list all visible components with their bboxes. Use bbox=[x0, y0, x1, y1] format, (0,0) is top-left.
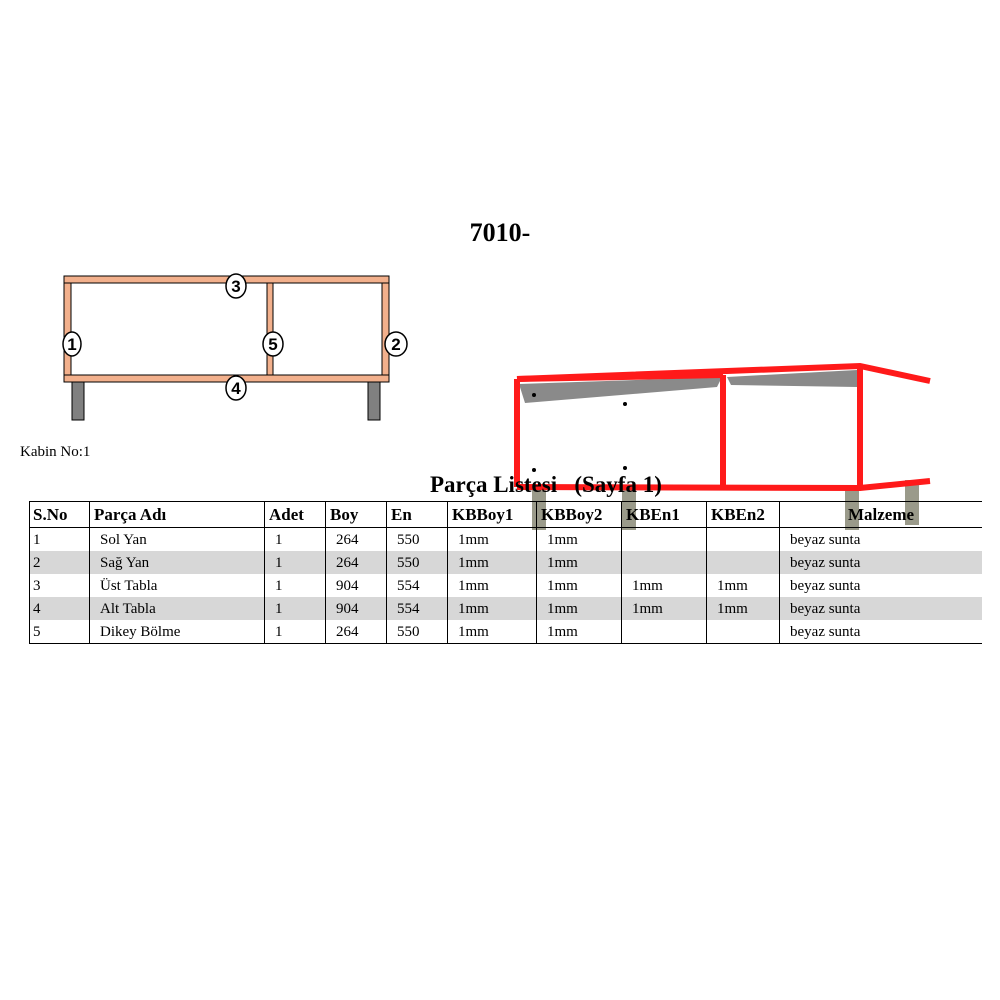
cell-part-name: Üst Tabla bbox=[90, 574, 265, 597]
parts-table bbox=[29, 501, 982, 644]
table-row bbox=[30, 551, 983, 574]
cell-sno: 4 bbox=[30, 597, 90, 620]
cell-kbboy1: 1mm bbox=[448, 620, 537, 644]
col-header-qty: Adet bbox=[265, 502, 326, 528]
marker-2-label: 2 bbox=[391, 335, 401, 354]
marker-3-label: 3 bbox=[231, 277, 241, 296]
cell-sno: 1 bbox=[30, 528, 90, 552]
table-row bbox=[30, 597, 983, 620]
col-header-part-name: Parça Adı bbox=[90, 502, 265, 528]
cell-width: 550 bbox=[387, 620, 448, 644]
cell-kben1 bbox=[622, 528, 707, 552]
table-header-row bbox=[30, 502, 983, 528]
cell-width: 550 bbox=[387, 528, 448, 552]
hole-dot bbox=[532, 393, 536, 397]
col-header-material: Malzeme bbox=[780, 502, 983, 528]
cell-material: beyaz sunta bbox=[780, 528, 983, 552]
cell-kbboy2: 1mm bbox=[537, 574, 622, 597]
cell-kbboy2: 1mm bbox=[537, 597, 622, 620]
cell-part-name: Sağ Yan bbox=[90, 551, 265, 574]
col-header-width: En bbox=[387, 502, 448, 528]
col-header-kben1: KBEn1 bbox=[622, 502, 707, 528]
cell-sno: 2 bbox=[30, 551, 90, 574]
cell-kben1: 1mm bbox=[622, 574, 707, 597]
col-header-kbboy2: KBBoy2 bbox=[537, 502, 622, 528]
cell-material: beyaz sunta bbox=[780, 597, 983, 620]
marker-4-label: 4 bbox=[231, 379, 241, 398]
cell-part-name: Alt Tabla bbox=[90, 597, 265, 620]
hole-dot bbox=[623, 402, 627, 406]
cell-kbboy2: 1mm bbox=[537, 620, 622, 644]
cell-kben1 bbox=[622, 551, 707, 574]
cell-kben2 bbox=[707, 620, 780, 644]
cell-length: 264 bbox=[326, 528, 387, 552]
cell-kben2 bbox=[707, 528, 780, 552]
cell-kbboy1: 1mm bbox=[448, 597, 537, 620]
table-row bbox=[30, 620, 983, 644]
cell-length: 904 bbox=[326, 597, 387, 620]
cell-width: 554 bbox=[387, 597, 448, 620]
cell-kbboy1: 1mm bbox=[448, 574, 537, 597]
table-row bbox=[30, 528, 983, 552]
table-row bbox=[30, 574, 983, 597]
cell-kben2: 1mm bbox=[707, 574, 780, 597]
cell-kben1: 1mm bbox=[622, 597, 707, 620]
cell-qty: 1 bbox=[265, 597, 326, 620]
col-header-length: Boy bbox=[326, 502, 387, 528]
cell-kben2: 1mm bbox=[707, 597, 780, 620]
panel-vertical-divider bbox=[267, 282, 273, 376]
leg-left bbox=[72, 378, 84, 420]
cell-width: 554 bbox=[387, 574, 448, 597]
marker-1 bbox=[63, 332, 81, 356]
panel-right-side bbox=[382, 277, 389, 381]
cell-sno: 3 bbox=[30, 574, 90, 597]
cell-length: 904 bbox=[326, 574, 387, 597]
cell-length: 264 bbox=[326, 551, 387, 574]
marker-2 bbox=[385, 332, 407, 356]
leg-right bbox=[368, 378, 380, 420]
marker-5 bbox=[263, 332, 283, 356]
cabinet-label: Kabin No:1 bbox=[20, 444, 91, 460]
drawing-title: 7010- bbox=[469, 218, 531, 247]
cell-length: 264 bbox=[326, 620, 387, 644]
cell-material: beyaz sunta bbox=[780, 551, 983, 574]
cell-kbboy1: 1mm bbox=[448, 528, 537, 552]
cell-part-name: Sol Yan bbox=[90, 528, 265, 552]
front-elevation-diagram bbox=[50, 268, 430, 428]
cell-qty: 1 bbox=[265, 551, 326, 574]
cell-material: beyaz sunta bbox=[780, 574, 983, 597]
parts-list-title: Parça Listesi (Sayfa 1) bbox=[430, 472, 662, 497]
cell-part-name: Dikey Bölme bbox=[90, 620, 265, 644]
panel-bottom-board bbox=[64, 375, 389, 382]
cell-qty: 1 bbox=[265, 528, 326, 552]
marker-4 bbox=[226, 376, 246, 400]
col-header-kbboy1: KBBoy1 bbox=[448, 502, 537, 528]
cell-qty: 1 bbox=[265, 574, 326, 597]
cell-sno: 5 bbox=[30, 620, 90, 644]
marker-1-label: 1 bbox=[67, 335, 77, 354]
hole-dot bbox=[623, 466, 627, 470]
cell-kbboy1: 1mm bbox=[448, 551, 537, 574]
cell-kben2 bbox=[707, 551, 780, 574]
marker-5-label: 5 bbox=[268, 335, 278, 354]
cell-kbboy2: 1mm bbox=[537, 528, 622, 552]
cell-material: beyaz sunta bbox=[780, 620, 983, 644]
cell-kbboy2: 1mm bbox=[537, 551, 622, 574]
col-header-kben2: KBEn2 bbox=[707, 502, 780, 528]
panel-left-side bbox=[64, 277, 71, 381]
cell-qty: 1 bbox=[265, 620, 326, 644]
cell-kben1 bbox=[622, 620, 707, 644]
marker-3 bbox=[226, 274, 246, 298]
col-header-sno: S.No bbox=[30, 502, 90, 528]
cell-width: 550 bbox=[387, 551, 448, 574]
